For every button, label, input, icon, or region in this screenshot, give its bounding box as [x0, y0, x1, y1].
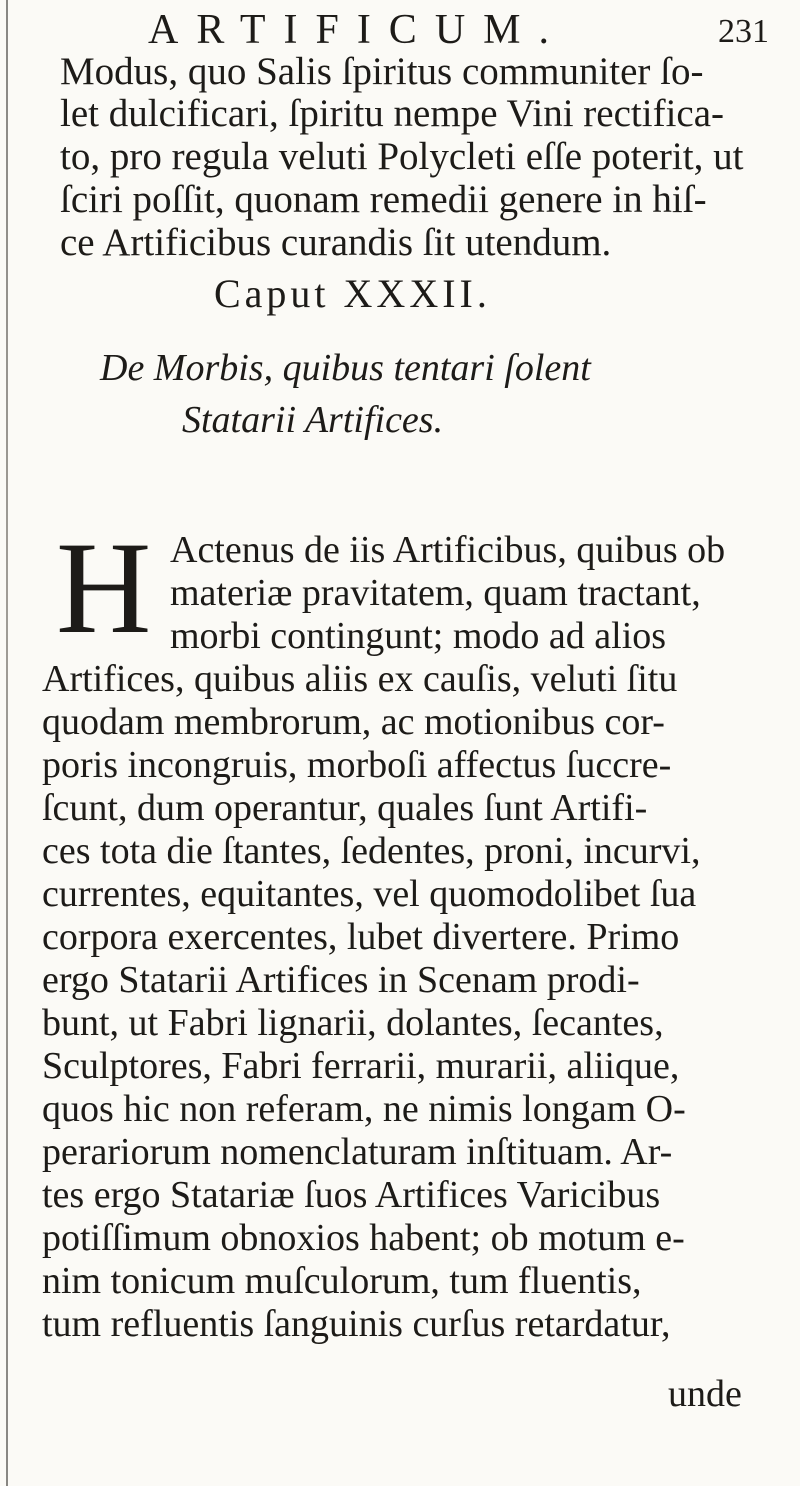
chapter-heading: Caput XXXII. [214, 271, 491, 316]
body-line: bunt, ut Fabri lignarii, dolantes, ſecantes, [42, 1002, 664, 1044]
body-line: quodam membrorum, ac motionibus cor- [42, 701, 665, 743]
body-line: potiſſimum obnoxios habent; ob motum e- [42, 1217, 685, 1259]
body-line: tes ergo Statariæ ſuos Artifices Varicibus [42, 1174, 661, 1216]
body-line: ces tota die ſtantes, ſedentes, proni, incurvi, [42, 830, 701, 872]
body-line: nim tonicum muſculorum, tum fluentis, [42, 1260, 642, 1302]
drop-cap: H [56, 514, 152, 661]
intro-line: Modus, quo Salis ſpiritus communiter ſo- [60, 50, 704, 93]
body-line: perariorum nomenclaturam inſtituam. Ar- [42, 1131, 673, 1173]
page-gutter-edge [6, 0, 8, 1486]
intro-line: to, pro regula veluti Polycleti eſſe poterit, ut [60, 135, 744, 178]
running-head [0, 8, 800, 52]
intro-line: ſciri poſſit, quonam remedii genere in hiſ- [60, 178, 707, 221]
body-line: ergo Statarii Artifices in Scenam prodi- [42, 959, 640, 1001]
body-line: poris incongruis, morboſi affectus ſuccre- [42, 744, 672, 786]
chapter-subtitle-line2: Statarii Artifices. [182, 399, 444, 441]
body-line: corpora exercentes, lubet divertere. Primo [42, 916, 680, 958]
chapter-subtitle-line1: De Morbis, quibus tentari ſolent [100, 347, 591, 389]
body-line: Actenus de iis Artificibus, quibus ob [170, 529, 726, 571]
body-line: quos hic non referam, ne nimis longam O- [42, 1088, 686, 1130]
page-number: 231 [718, 13, 769, 50]
intro-line: let dulcificari, ſpiritu nempe Vini rectifica- [60, 92, 725, 135]
catchword: unde [668, 1373, 742, 1415]
body-line: morbi contingunt; modo ad alios [170, 615, 667, 657]
running-title: ARTIFICUM. [148, 7, 567, 53]
body-line: Artifices, quibus aliis ex cauſis, veluti ſitu [42, 658, 678, 700]
intro-line: ce Artificibus curandis ſit utendum. [60, 221, 612, 264]
body-line: tum refluentis ſanguinis curſus retardatur, [42, 1303, 671, 1345]
body-line: materiæ pravitatem, quam tractant, [170, 572, 701, 614]
body-line: ſcunt, dum operantur, quales ſunt Artifi- [42, 787, 648, 829]
body-line: currentes, equitantes, vel quomodolibet ſua [42, 873, 697, 915]
body-line: Sculptores, Fabri ferrarii, murarii, aliique, [42, 1045, 680, 1087]
